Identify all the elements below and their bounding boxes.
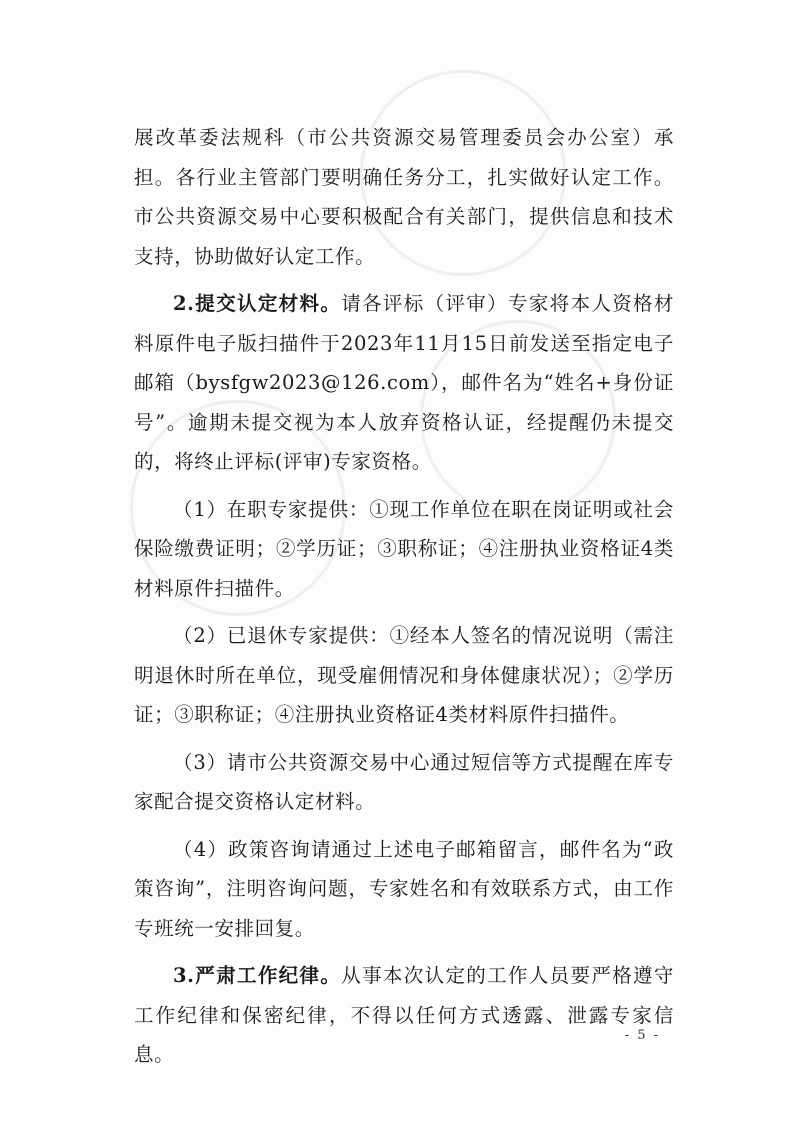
section-heading: 2.提交认定材料。 [173,292,342,315]
paragraph-responsibility: 展改革委法规科（市公共资源交易管理委员会办公室）承担。各行业主管部门要明确任务分工，扎实做好认定工作。市公共资源交易中心要积极配合有关部门，提供信息和技术支持，协助做好认定工作。 [134,126,674,268]
paragraph-item-1: （1）在职专家提供：①现工作单位在职在岗证明或社会保险缴费证明；②学历证；③职称证；④注册执业资格证4类材料原件扫描件。 [134,497,674,600]
document-body [134,118,674,1083]
section-heading: 3.严肃工作纪律。 [173,964,342,987]
paragraph-item-2: （2）已退休专家提供：①经本人签名的情况说明（需注明退休时所在单位，现受雇佣情况和身体健康状况）；②学历证；③职称证；④注册执业资格证4类材料原件扫描件。 [134,624,674,726]
paragraph-item-4: （4）政策咨询请通过上述电子邮箱留言，邮件名为“政策咨询”，注明咨询问题，专家姓名和有效联系方式，由工作专班统一安排回复。 [134,837,674,940]
page-number: - 5 - [624,1028,660,1043]
paragraph-item-3: （3）请市公共资源交易中心通过短信等方式提醒在库专家配合提交资格认定材料。 [134,750,674,813]
paragraph-work-discipline: 3.严肃工作纪律。从事本次认定的工作人员要严格遵守工作纪律和保密纪律，不得以任何方式透露、泄露专家信息。 [134,964,674,1066]
paragraph-submit-materials: 2.提交认定材料。请各评标（评审）专家将本人资格材料原件电子版扫描件于2023年11月15日前发送至指定电子邮箱（bysfgw2023@126.com），邮件名为“姓名+身份证号”。逾期未提交视为本人放弃资格认证，经提醒仍未提交的，将终止评标(评审)专家资格。 [134,292,674,473]
